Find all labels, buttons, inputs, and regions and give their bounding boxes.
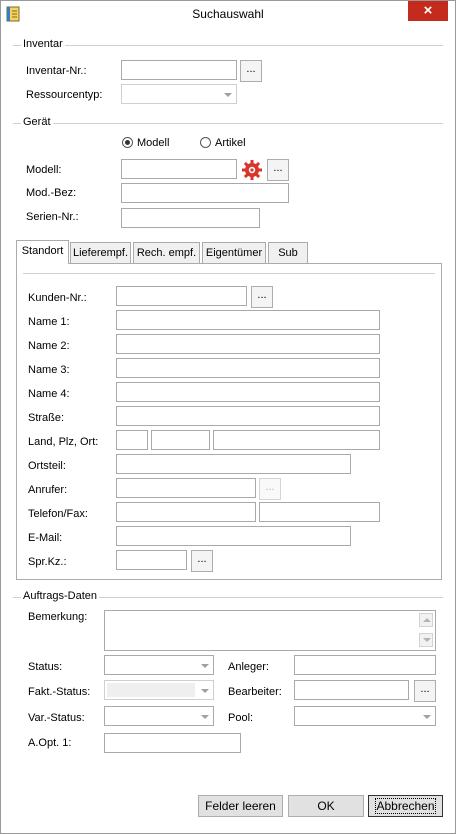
tab-standort[interactable]: Standort xyxy=(16,240,69,264)
name3-input[interactable] xyxy=(116,358,380,378)
kunden-nr-label: Kunden-Nr.: xyxy=(28,292,87,304)
ressourcentyp-select[interactable] xyxy=(121,84,237,104)
land-plz-ort-label: Land, Plz, Ort: xyxy=(28,436,99,448)
geraet-group-title: Gerät xyxy=(23,116,51,128)
anleger-label: Anleger: xyxy=(228,661,269,673)
scroll-up-button[interactable] xyxy=(419,613,433,627)
spr-kz-label: Spr.Kz.: xyxy=(28,556,67,568)
tab-lieferempf[interactable]: Lieferempf. xyxy=(70,242,131,264)
anrufer-browse-button[interactable]: ... xyxy=(259,478,281,500)
anrufer-label: Anrufer: xyxy=(28,484,68,496)
inventar-group-line xyxy=(13,45,443,46)
ortsteil-label: Ortsteil: xyxy=(28,460,66,472)
scroll-down-button[interactable] xyxy=(419,633,433,647)
telefon-fax-label: Telefon/Fax: xyxy=(28,508,88,520)
pool-select[interactable] xyxy=(294,706,436,726)
mod-bez-input[interactable] xyxy=(121,183,289,203)
name4-label: Name 4: xyxy=(28,388,70,400)
ok-button[interactable]: OK xyxy=(288,795,364,817)
tab-rech-empf[interactable]: Rech. empf. xyxy=(133,242,200,264)
bearbeiter-input[interactable] xyxy=(294,680,409,700)
modell-browse-button[interactable]: ... xyxy=(267,159,289,181)
name2-input[interactable] xyxy=(116,334,380,354)
radio-selected-dot xyxy=(125,140,130,145)
geraet-group-line xyxy=(13,123,443,124)
kunden-nr-browse-button[interactable]: ... xyxy=(251,286,273,308)
spr-kz-input[interactable] xyxy=(116,550,187,570)
fakt-status-select[interactable] xyxy=(104,680,214,700)
abbrechen-button[interactable] xyxy=(368,795,443,817)
close-button[interactable] xyxy=(408,1,448,21)
spr-kz-browse-button[interactable]: ... xyxy=(191,550,213,572)
name3-label: Name 3: xyxy=(28,364,70,376)
bearbeiter-label: Bearbeiter: xyxy=(228,686,282,698)
close-icon: × xyxy=(423,2,433,19)
land-input[interactable] xyxy=(116,430,148,450)
ressourcentyp-label: Ressourcentyp: xyxy=(26,89,103,101)
radio-modell-label: Modell xyxy=(137,137,170,149)
telefon-input[interactable] xyxy=(116,502,256,522)
radio-artikel[interactable] xyxy=(200,137,211,148)
ort-input[interactable] xyxy=(213,430,380,450)
ortsteil-input[interactable] xyxy=(116,454,351,474)
tab-eigentuemer[interactable]: Eigentümer xyxy=(202,242,266,264)
disabled-fill xyxy=(107,683,195,697)
name2-label: Name 2: xyxy=(28,340,70,352)
tab-panel-divider xyxy=(23,273,435,274)
chevron-down-icon xyxy=(201,689,209,693)
a-opt-1-input[interactable] xyxy=(104,733,241,753)
kunden-nr-input[interactable] xyxy=(116,286,247,306)
radio-modell[interactable] xyxy=(122,137,133,148)
plz-input[interactable] xyxy=(151,430,210,450)
name1-label: Name 1: xyxy=(28,316,70,328)
chevron-down-icon xyxy=(201,664,209,668)
email-label: E-Mail: xyxy=(28,532,63,544)
felder-leeren-button[interactable]: Felder leeren xyxy=(198,795,283,817)
radio-artikel-label: Artikel xyxy=(215,137,246,149)
chevron-down-icon xyxy=(201,715,209,719)
modell-input[interactable] xyxy=(121,159,237,179)
arrow-up-icon xyxy=(423,618,431,622)
inventar-group-title: Inventar xyxy=(23,38,63,50)
modell-label: Modell: xyxy=(26,164,62,176)
arrow-down-icon xyxy=(423,638,431,642)
bemerkung-textarea[interactable] xyxy=(104,610,436,651)
inventar-nr-browse-button[interactable]: ... xyxy=(240,60,262,82)
fakt-status-label: Fakt.-Status: xyxy=(28,686,91,698)
pool-label: Pool: xyxy=(228,712,254,724)
name4-input[interactable] xyxy=(116,382,380,402)
bearbeiter-browse-button[interactable]: ... xyxy=(414,680,436,702)
inventar-nr-input[interactable] xyxy=(121,60,237,80)
var-status-label: Var.-Status: xyxy=(28,712,85,724)
status-label: Status: xyxy=(28,661,63,673)
abbrechen-label: Abbrechen xyxy=(376,799,435,813)
var-status-select[interactable] xyxy=(104,706,214,726)
strasse-label: Straße: xyxy=(28,412,65,424)
tab-sub[interactable]: Sub xyxy=(268,242,308,264)
email-input[interactable] xyxy=(116,526,351,546)
mod-bez-label: Mod.-Bez: xyxy=(26,187,77,199)
serien-nr-label: Serien-Nr.: xyxy=(26,211,79,223)
strasse-input[interactable] xyxy=(116,406,380,426)
window-title: Suchauswahl xyxy=(192,7,264,21)
inventar-nr-label: Inventar-Nr.: xyxy=(26,65,87,77)
serien-nr-input[interactable] xyxy=(121,208,260,228)
bemerkung-label: Bemerkung: xyxy=(28,611,88,623)
name1-input[interactable] xyxy=(116,310,380,330)
gear-icon[interactable] xyxy=(241,159,263,181)
status-select[interactable] xyxy=(104,655,214,675)
chevron-down-icon xyxy=(224,93,232,97)
chevron-down-icon xyxy=(423,715,431,719)
anleger-input[interactable] xyxy=(294,655,436,675)
a-opt-1-label: A.Opt. 1: xyxy=(28,737,72,749)
auftrag-group-title: Auftrags-Daten xyxy=(23,590,97,602)
anrufer-input[interactable] xyxy=(116,478,256,498)
fax-input[interactable] xyxy=(259,502,380,522)
title-bar xyxy=(1,1,455,27)
